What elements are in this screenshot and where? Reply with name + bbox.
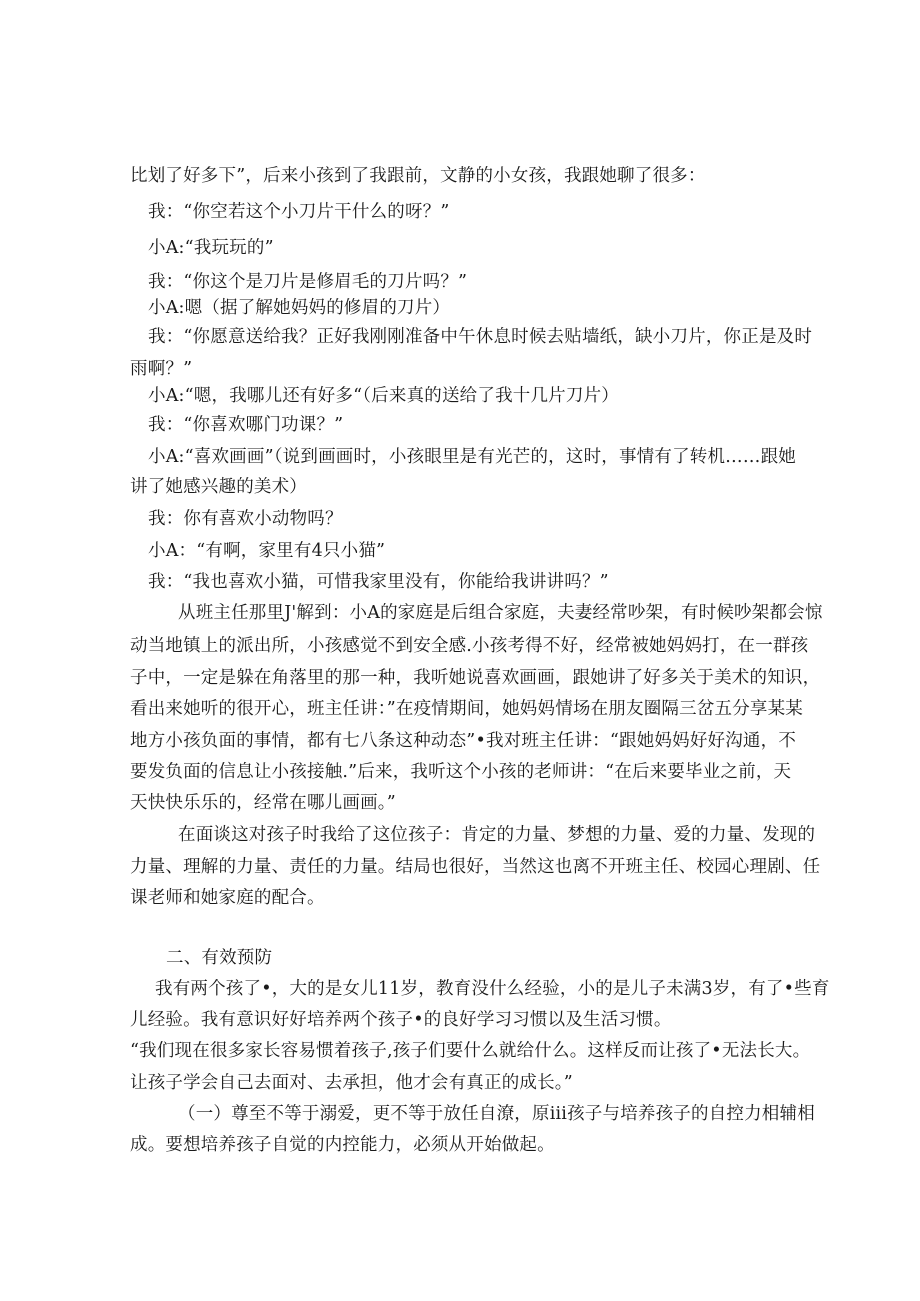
dialogue-line: 讲了她感兴趣的美术）: [130, 477, 307, 497]
dialogue-line: 我：“你这个是刀片是修眉毛的刀片吗？”: [148, 272, 468, 292]
paragraph-line: 动当地镇上的派出所，小孩感觉不到安全感.小孩考得不好，经常被她妈妈打，在一群孩: [130, 636, 809, 656]
dialogue-line: 小A：“有啊，家里有4只小猫”: [148, 541, 386, 561]
section-heading: 二、有效预防: [166, 948, 273, 968]
paragraph-line: （一）尊至不等于溺爱，更不等于放任自潦，原iii孩子与培养孩子的自控力相辅相: [178, 1104, 815, 1124]
paragraph-line: 我有两个孩了•，大的是女儿11岁，教育没什么经验，小的是儿子未满3岁，有了•些育: [155, 979, 830, 999]
dialogue-line: 小A:“我玩玩的”: [148, 238, 274, 258]
paragraph-line: 从班主任那里J'解到：小A的家庭是后组合家庭，夫妻经常吵架，有时候吵架都会惊: [178, 603, 823, 623]
paragraph-line: 看出来她听的很开心，班主任讲：”在疫情期间，她妈妈情场在朋友圈隔三岔五分享某某: [130, 699, 803, 719]
dialogue-line: 我：你有喜欢小动物吗？: [148, 509, 343, 529]
paragraph-line: 地方小孩负面的事情，都有七八条这种动态”•我对班主任讲：“跟她妈妈好好沟通，不: [130, 731, 797, 751]
dialogue-line: 小A:“喜欢画画”（说到画画时，小孩眼里是有光芒的，这时，事情有了转机……跟她: [148, 447, 796, 467]
dialogue-line: 小A:嗯（据了解她妈妈的修眉的刀片）: [148, 298, 451, 318]
paragraph-line: 天快快乐乐的，经常在哪儿画画。”: [130, 793, 396, 813]
paragraph-line: 儿经验。我有意识好好培养两个孩子•的良好学习习惯以及生活习惯。: [130, 1010, 672, 1030]
text-line: 比划了好多下”，后来小孩到了我跟前，文静的小女孩，我跟她聊了很多：: [130, 166, 706, 186]
quote-line: 让孩子学会自己去面对、去承担，他才会有真正的成长。”: [130, 1073, 573, 1093]
dialogue-line: 雨啊？”: [130, 359, 193, 379]
paragraph-line: 要发负面的信息让小孩接触.”后来，我听这个小孩的老师讲：“在后来要毕业之前，天: [130, 762, 792, 782]
dialogue-line: 我：“我也喜欢小猫，可惜我家里没有，你能给我讲讲吗？”: [148, 572, 609, 592]
paragraph-line: 子中，一定是躲在角落里的那一种，我听她说喜欢画画，跟她讲了好多关于美术的知识，: [130, 668, 821, 688]
paragraph-line: 课老师和她家庭的配合。: [130, 888, 325, 908]
paragraph-line: 成。要想培养孩子自觉的内控能力，必须从开始做起。: [130, 1135, 555, 1155]
dialogue-line: 我：“你愿意送给我？正好我刚刚准备中午休息时候去贴墙纸，缺小刀片，你正是及时: [148, 327, 813, 347]
paragraph-line: 在面谈这对孩子时我给了这位孩子：肯定的力量、梦想的力量、爱的力量、发现的: [178, 825, 816, 845]
dialogue-line: 我：“你空若这个小刀片干什么的呀？”: [148, 202, 450, 222]
dialogue-line: 小A:“嗯，我哪儿还有好多“（后来真的送给了我十几片刀片）: [148, 386, 619, 406]
quote-line: “我们现在很多家长容易惯着孩子,孩子们要什么就给什么。这样反而让孩了•无法长大。: [130, 1041, 811, 1061]
paragraph-line: 力量、理解的力量、责任的力量。结局也很好，当然这也离不开班主任、校园心理剧、任: [130, 857, 821, 877]
dialogue-line: 我：“你喜欢哪门功课？”: [148, 415, 344, 435]
